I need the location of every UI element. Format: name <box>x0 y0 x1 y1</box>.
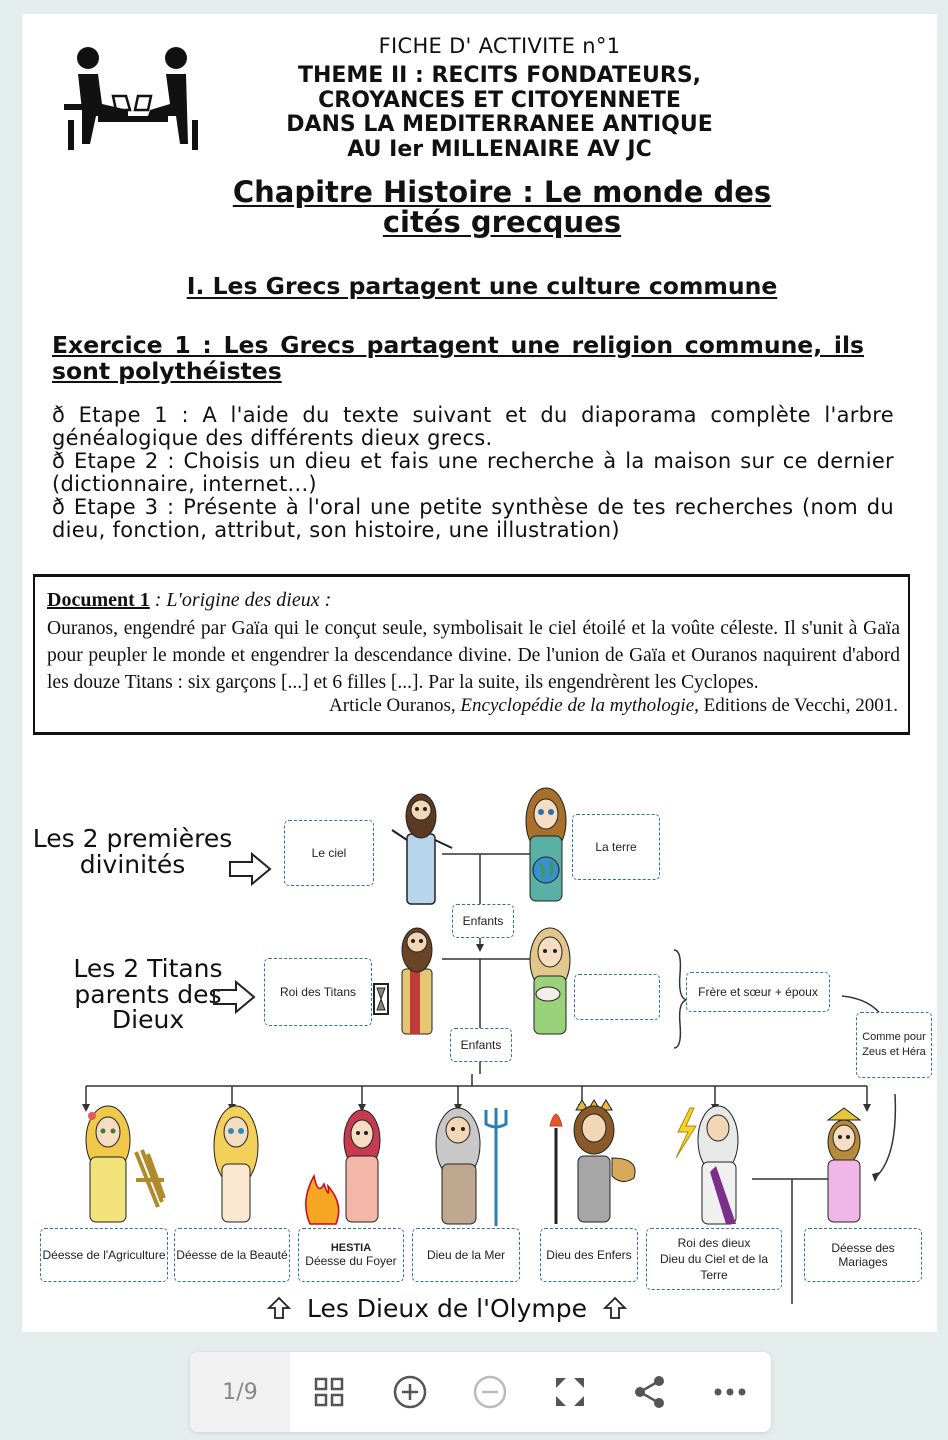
titans-label: Les 2 Titans parents des Dieux <box>73 954 223 1034</box>
document-title: Document 1 : L'origine des dieux : <box>47 589 332 611</box>
section-title: I. Les Grecs partagent une culture commune <box>186 272 778 300</box>
step-1: ð Etape 1 : A l'aide du texte suivant et du diaporama complète l'arbre généalogique des différents dieux grecs. <box>52 403 894 450</box>
god-box-mer: Dieu de la Mer <box>412 1228 520 1282</box>
step-3: ð Etape 3 : Présente à l'oral une petite synthèse de tes recherches (nom du dieu, fonction, attribut, son histoire, une illustration) <box>52 495 894 542</box>
grid-view-button[interactable] <box>309 1372 349 1412</box>
more-options-button[interactable] <box>710 1372 750 1412</box>
outline-arrow-up-icon <box>267 1296 291 1320</box>
comme-zeus-box: Comme pour Zeus et Héra <box>856 1012 932 1078</box>
zoom-in-icon <box>392 1374 428 1410</box>
chapter-title: Chapitre Histoire : Le monde des cités grecques <box>232 175 772 239</box>
poseidon-figure <box>426 1104 516 1229</box>
god-box-enfers: Dieu des Enfers <box>540 1228 638 1282</box>
outline-arrow-right-icon-2 <box>212 980 256 1014</box>
rhea-figure <box>522 924 582 1039</box>
zoom-in-button[interactable] <box>390 1372 430 1412</box>
page-indicator: 1/9 <box>190 1352 290 1432</box>
demeter-figure <box>78 1102 168 1227</box>
zoom-out-icon <box>472 1374 508 1410</box>
hades-figure <box>542 1098 642 1228</box>
enfants-box-2: Enfants <box>450 1028 512 1062</box>
step-2: ð Etape 2 : Choisis un dieu et fais une recherche à la maison sur ce dernier (dictionnaire, internet...) <box>52 449 894 496</box>
cronos-figure <box>372 924 442 1039</box>
document-page <box>22 14 937 1332</box>
outline-arrow-up-icon-2 <box>603 1296 627 1320</box>
hestia-name: HESTIA <box>330 1242 372 1254</box>
gaia-figure <box>520 786 580 906</box>
document-box <box>33 574 910 735</box>
god-box-roi: Roi des dieux Dieu du Ciel et de la Terre <box>646 1228 782 1290</box>
theme-title: THEME II : RECITS FONDATEURS, CROYANCES ET CITOYENNETE DANS LA MEDITERRANEE ANTIQUE AU Ier MILLENAIRE AV JC <box>286 63 713 162</box>
steps-list <box>52 404 894 542</box>
frere-soeur-box: Frère et sœur + époux <box>686 972 830 1012</box>
fullscreen-icon <box>553 1375 587 1409</box>
outline-arrow-right-icon <box>228 852 272 886</box>
document-source: Article Ouranos, Encyclopédie de la mythologie, Editions de Vecchi, 2001. <box>329 695 898 716</box>
exercise-title: Exercice 1 : Les Grecs partagent une religion commune, ils sont polythéistes <box>52 331 864 385</box>
document-body: Ouranos, engendré par Gaïa qui le conçut seule, symbolisait le ciel étoilé et la voûte céleste. Il s'unit à Gaïa pour peupler le monde et engendrer la descendance divine. De l'union de Gaïa et Ouranos naquirent d'abord les douze Titans : six garçons [...] et 6 filles [...]. Par la suite, ils engendrèrent les Cyclopes. <box>47 618 900 693</box>
grid-icon <box>313 1376 345 1408</box>
god-box-foyer: HESTIA Déesse du Foyer <box>298 1228 404 1282</box>
empty-answer-box[interactable] <box>574 974 660 1020</box>
fiche-title: FICHE D' ACTIVITE n°1 <box>378 34 621 58</box>
zeus-figure <box>668 1102 768 1230</box>
viewer-toolbar <box>190 1352 771 1432</box>
ouranos-figure <box>390 790 460 910</box>
god-box-beaute: Déesse de la Beauté <box>174 1228 290 1282</box>
god-box-mariages: Déesse des Mariages <box>804 1228 922 1282</box>
zeus-subtitle: Dieu du Ciel et de la Terre <box>659 1252 769 1282</box>
hera-figure <box>814 1104 874 1226</box>
le-ciel-box: Le ciel <box>284 820 374 886</box>
hestia-figure <box>300 1106 400 1226</box>
olympe-label: Les Dieux de l'Olympe <box>267 1294 627 1323</box>
la-terre-box: La terre <box>572 814 660 880</box>
god-box-agriculture: Déesse de l'Agriculture <box>40 1228 168 1282</box>
aphrodite-figure <box>208 1104 268 1224</box>
more-icon <box>713 1387 747 1397</box>
enfants-box-1: Enfants <box>452 904 514 938</box>
share-icon <box>633 1375 667 1409</box>
share-button[interactable] <box>630 1372 670 1412</box>
roi-titans-box: Roi des Titans <box>264 958 372 1026</box>
fullscreen-button[interactable] <box>550 1372 590 1412</box>
first-gen-label: Les 2 premières divinités <box>32 824 233 879</box>
zoom-out-button[interactable] <box>470 1372 510 1412</box>
